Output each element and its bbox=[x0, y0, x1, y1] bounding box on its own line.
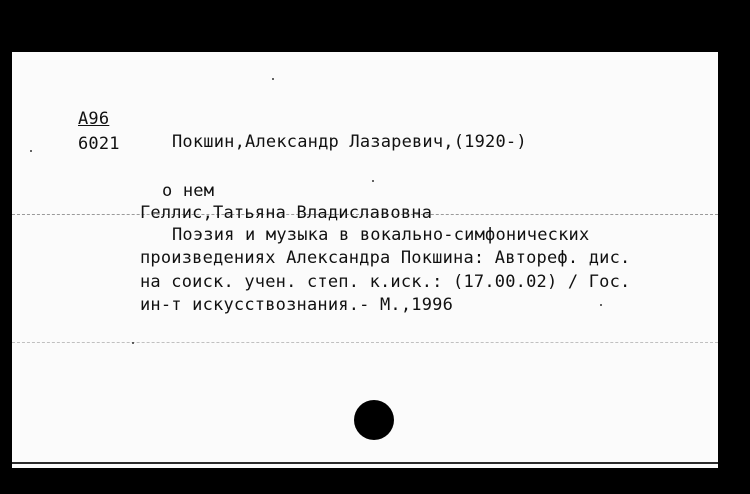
speck bbox=[600, 304, 602, 306]
speck bbox=[272, 78, 274, 80]
author-name: Геллис,Татьяна Владиславовна bbox=[140, 203, 433, 223]
speck bbox=[30, 150, 32, 152]
subject-heading: Покшин,Александр Лазаревич,(1920-) bbox=[172, 132, 527, 152]
speck bbox=[372, 180, 374, 182]
guide-rule-bottom bbox=[12, 342, 718, 343]
about-label: о нем bbox=[162, 181, 215, 201]
description-line: Поэзия и музыка в вокально-симфонических bbox=[172, 225, 590, 245]
catalog-card bbox=[12, 52, 718, 468]
description-line: произведениях Александра Покшина: Автореф. дис. bbox=[140, 248, 631, 268]
description-line: на соиск. учен. степ. к.иск.: (17.00.02) / Гос. bbox=[140, 272, 631, 292]
call-number-line-2: 6021 bbox=[78, 134, 120, 154]
punch-hole bbox=[354, 400, 394, 440]
call-number-line-1: A96 bbox=[78, 109, 110, 129]
description-line: ин-т искусствознания.- М.,1996 bbox=[140, 295, 454, 315]
card-bottom-edge bbox=[12, 462, 718, 464]
speck bbox=[132, 342, 134, 344]
